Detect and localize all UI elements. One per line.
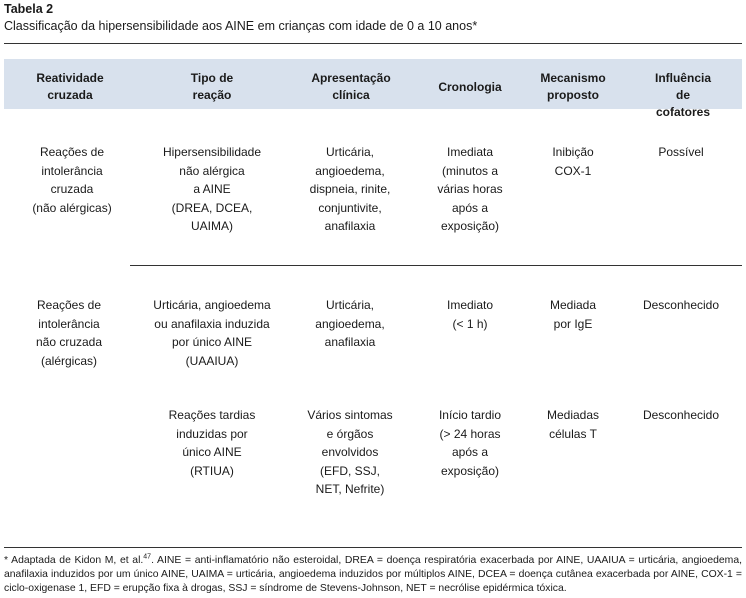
row1-mecanismo: Inibição COX-1: [552, 145, 594, 178]
row2-cofatores: Desconhecido: [642, 298, 720, 312]
header-apresentacao: Apresentação clínica: [311, 71, 391, 102]
row-separator: [130, 265, 742, 266]
row2-apresentacao: Urticária, angioedema, anafilaxia: [315, 298, 385, 349]
row1-apresentacao: Urticária, angioedema, dispneia, rinite, conjuntivite, anafilaxia: [309, 145, 391, 233]
row1-cofatores: Possível: [658, 145, 704, 159]
header-cronologia: Cronologia: [438, 80, 502, 94]
row3-tipo: Reações tardias induzidas por único AINE (RTIUA): [168, 408, 256, 478]
header-tipo: Tipo de reação: [190, 71, 234, 102]
header-mecanismo: Mecanismo proposto: [540, 71, 606, 102]
row3-cronologia: Início tardio (> 24 horas após a exposição): [438, 408, 502, 478]
row2-mecanismo: Mediada por IgE: [549, 298, 597, 331]
row1-reatividade: Reações de intolerância cruzada (não alérgicas): [32, 145, 112, 215]
table-subtitle: Classificação da hipersensibilidade aos AINE em crianças com idade de 0 a 10 anos*: [4, 19, 478, 33]
row3-cofatores: Desconhecido: [642, 408, 720, 422]
row1-cronologia: Imediata (minutos a várias horas após a exposição): [437, 145, 503, 233]
header-cofatores: Influência de cofatores: [654, 71, 711, 119]
footnote-body: . AINE = anti-inflamatório não esteroidal, DREA = doença respiratória exacerbada por AINE, UAAIUA = urticária, angioedema, anafilaxia induzidos por um único AINE, UAIMA = urticária, angioedema induzidos por múltiplos AINE, DCEA = doença cutânea exacerbada por AINE, COX-1 = ciclo-oxigenase 1, EFD = erupção fixa à drogas, SSJ = síndrome de Stevens-Johnson, NET = necrólise epidérmica tóxica.: [4, 555, 742, 594]
row3-apresentacao: Vários sintomas e órgãos envolvidos (EFD, SSJ, NET, Nefrite): [307, 408, 393, 496]
row2-cronologia: Imediato (< 1 h): [446, 298, 494, 331]
footnote: [4, 554, 742, 596]
header-reatividade: Reatividade cruzada: [36, 71, 104, 102]
bottom-rule: [4, 547, 742, 548]
row1-tipo: Hipersensibilidade não alérgica a AINE (DREA, DCEA, UAIMA): [162, 145, 262, 233]
row2-reatividade: Reações de intolerância não cruzada (alérgicas): [35, 298, 103, 368]
row3-mecanismo: Mediadas células T: [546, 408, 600, 441]
top-rule: [4, 43, 742, 44]
footnote-ref: 47: [143, 553, 152, 561]
footnote-lead: * Adaptada de Kidon M, et al.: [4, 555, 144, 566]
table-title: Tabela 2: [4, 2, 54, 16]
row2-tipo: Urticária, angioedema ou anafilaxia induzida por único AINE (UAAIUA): [153, 298, 271, 368]
